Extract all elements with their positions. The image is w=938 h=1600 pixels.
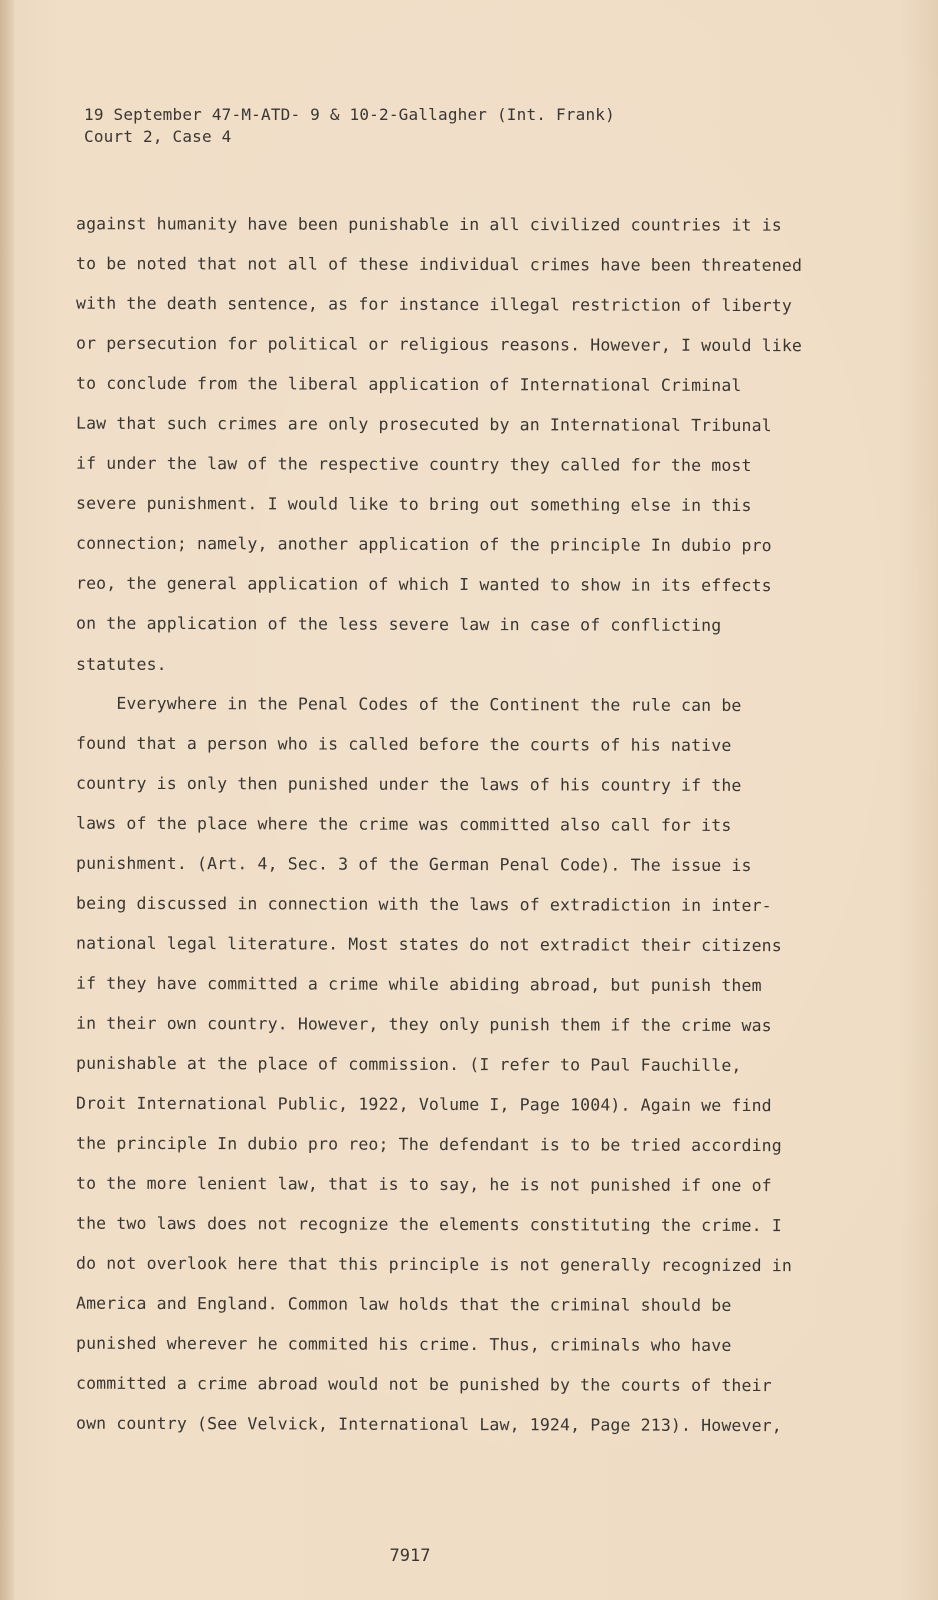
text-line: reo, the general application of which I wanted to show in its effects — [75, 573, 772, 596]
text-line: America and England. Common law holds that the criminal should be — [75, 1293, 732, 1315]
text-line: if they have committed a crime while abiding abroad, but punish them — [75, 973, 762, 996]
text-line: to conclude from the liberal application of International Criminal — [75, 373, 742, 395]
text-line: found that a person who is called before the courts of his native — [75, 733, 732, 755]
text-line: do not overlook here that this principle is not generally recognized in — [75, 1253, 792, 1276]
body-text — [76, 205, 836, 1445]
text-line: Droit International Public, 1922, Volume I, Page 1004). Again we find — [75, 1093, 772, 1116]
text-line: punishable at the place of commission. (I refer to Paul Fauchille, — [75, 1053, 742, 1075]
text-line: punishment. (Art. 4, Sec. 3 of the German Penal Code). The issue is — [75, 853, 752, 876]
text-line: committed a crime abroad would not be punished by the courts of their — [75, 1373, 772, 1396]
text-line: if under the law of the respective country they called for the most — [75, 453, 752, 476]
text-line: the principle In dubio pro reo; The defendant is to be tried according — [75, 1133, 782, 1156]
paper-edge — [0, 0, 14, 1600]
page-number: 7917 — [389, 1546, 431, 1566]
text-line: statutes. — [76, 655, 167, 674]
text-line: on the application of the less severe law in case of conflicting — [75, 613, 722, 635]
text-line: national legal literature. Most states do not extradict their citizens — [75, 933, 782, 956]
text-line: in their own country. However, they only punish them if the crime was — [75, 1013, 772, 1036]
text-line: severe punishment. I would like to bring out something else in this — [75, 493, 752, 516]
text-line: with the death sentence, as for instance illegal restriction of liberty — [75, 293, 792, 316]
document-header — [84, 104, 615, 148]
text-line: or persecution for political or religious reasons. However, I would like — [75, 333, 803, 356]
text-line: Law that such crimes are only prosecuted by an International Tribunal — [75, 413, 772, 436]
header-court-line: Court 2, Case 4 — [84, 127, 232, 146]
text-line: Everywhere in the Penal Codes of the Continent the rule can be — [75, 693, 742, 715]
text-line: country is only then punished under the laws of his country if the — [75, 773, 742, 795]
text-line: laws of the place where the crime was committed also call for its — [75, 813, 732, 835]
text-line: own country (See Velvick, International Law, 1924, Page 213). However, — [75, 1413, 782, 1436]
text-line: being discussed in connection with the laws of extradiction in inter- — [75, 893, 772, 916]
text-line: against humanity have been punishable in all civilized countries it is — [75, 214, 782, 235]
text-line: to the more lenient law, that is to say, he is not punished if one of — [75, 1173, 772, 1196]
text-line: the two laws does not recognize the elements constituting the crime. I — [75, 1213, 782, 1236]
text-line: connection; namely, another application of the principle In dubio pro — [75, 533, 772, 556]
text-line: punished wherever he commited his crime. Thus, criminals who have — [75, 1333, 732, 1355]
text-line: to be noted that not all of these individual crimes have been threatened — [75, 254, 803, 275]
header-date-line: 19 September 47-M-ATD- 9 & 10-2-Gallagher (Int. Frank) — [84, 105, 615, 124]
